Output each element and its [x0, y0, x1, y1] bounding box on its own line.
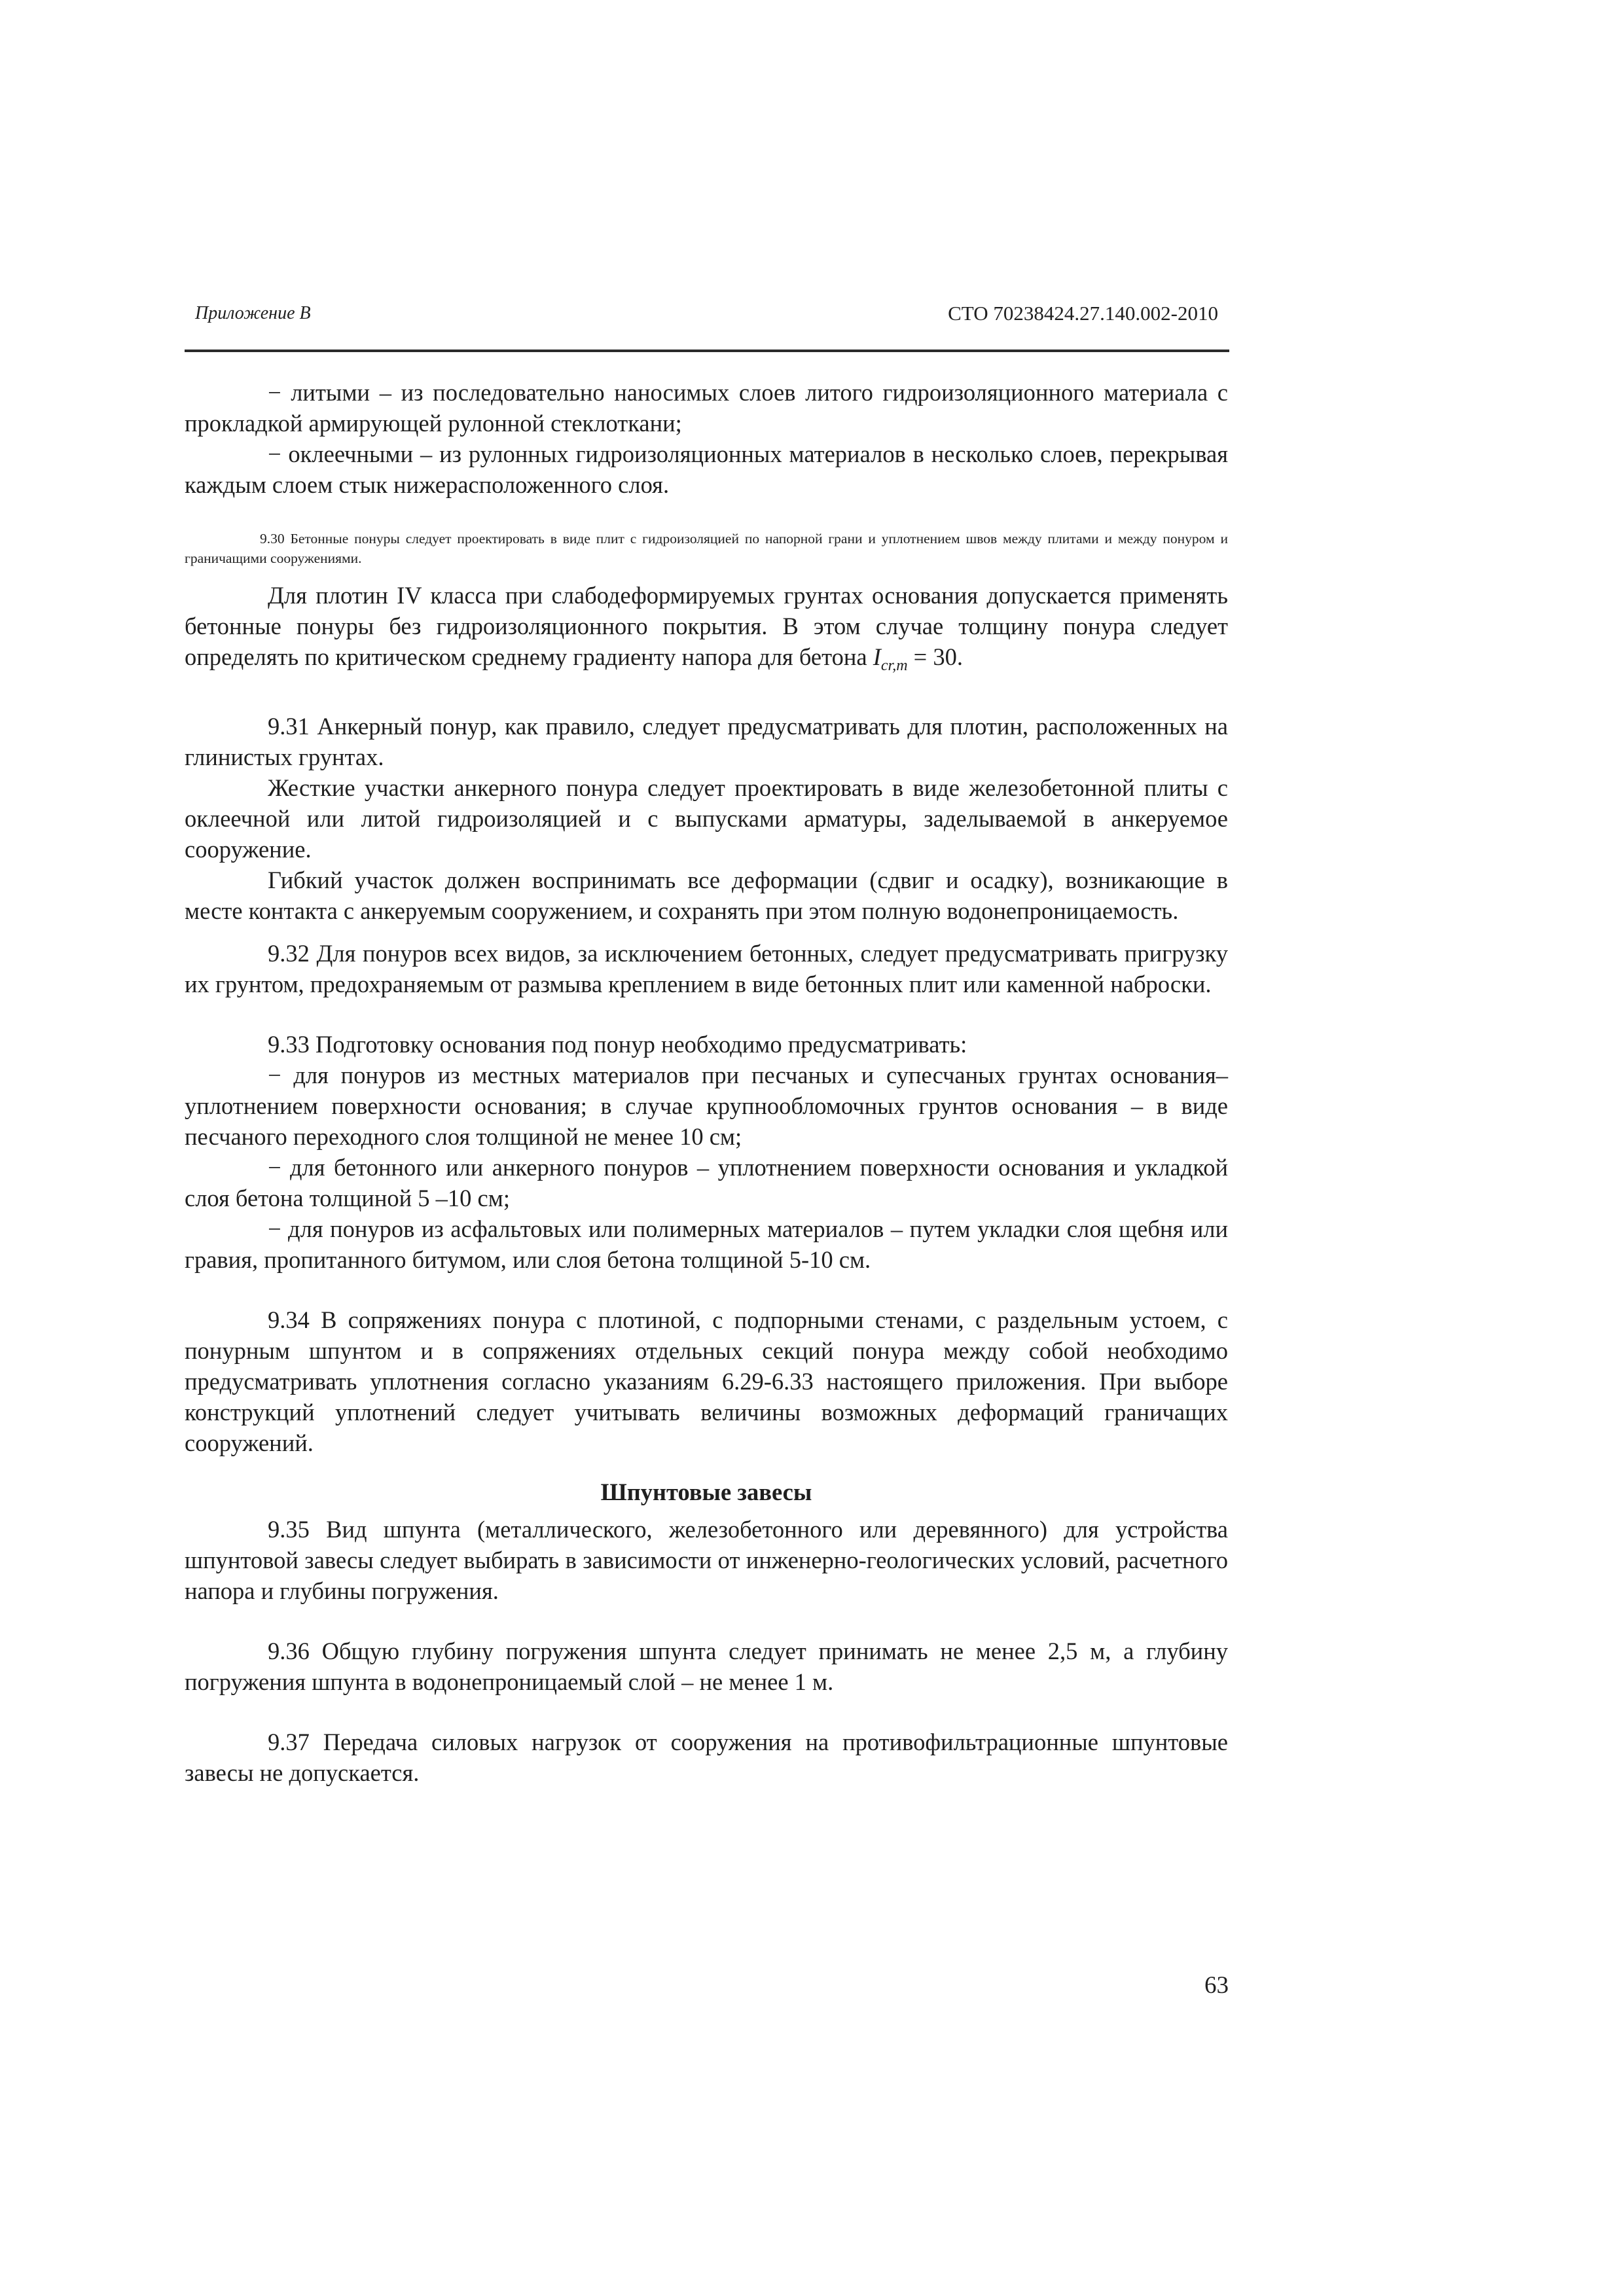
list-item-local-materials: − для понуров из местных материалов при песчаных и супесчаных грунтах основания– уплотнением поверхности основания; в случае крупнообломочных грунтов основания – в виде песчаного переходного слоя толщиной не менее 10 см;	[185, 1062, 1228, 1150]
paragraph-9-37: 9.37 Передача силовых нагрузок от сооружения на противофильтрационные шпунтовые завесы не допускается.	[185, 1729, 1228, 1786]
gradient-subscript: cr,m	[880, 657, 908, 674]
page-header	[185, 298, 1229, 350]
paragraph-9-36: 9.36 Общую глубину погружения шпунта следует принимать не менее 2,5 м, а глубину погружения шпунта в водонепроницаемый слой – не менее 1 м.	[185, 1638, 1228, 1695]
list-item-concrete-anchor: − для бетонного или анкерного понуров – уплотнением поверхности основания и укладкой слоя бетона толщиной 5 –10 см;	[185, 1154, 1228, 1211]
paragraph-class-iv-dams	[185, 580, 1228, 681]
header-divider	[185, 350, 1229, 352]
document-code: СТО 70238424.27.140.002-2010	[948, 302, 1218, 325]
paragraph-9-30: 9.30 Бетонные понуры следует проектировать в виде плит с гидроизоляцией по напорной грани и уплотнением швов между плитами и между понуром и граничащими сооружениями.	[185, 531, 1228, 566]
paragraph-9-35: 9.35 Вид шпунта (металлического, железобетонного или деревянного) для устройства шпунтовой завесы следует выбирать в зависимости от инженерно-геологических условий, расчетного напора и глубины погружения.	[185, 1516, 1228, 1604]
appendix-label: Приложение В	[195, 303, 311, 323]
list-item-asphalt-polymer: − для понуров из асфальтовых или полимерных материалов – путем укладки слоя щебня или гравия, пропитанного битумом, или слоя бетона толщиной 5-10 см.	[185, 1215, 1228, 1273]
paragraph-class-iv-text: Для плотин IV класса при слабодеформируемых грунтах основания допускается применять бетонные понуры без гидроизоляционного покрытия. В этом случае толщину понура следует определять по критическом среднему градиенту напора для бетона	[185, 582, 1228, 670]
document-body	[185, 377, 1228, 1788]
paragraph-9-33: 9.33 Подготовку основания под понур необходимо предусматривать:	[268, 1031, 967, 1058]
page-number: 63	[1204, 1972, 1229, 1999]
paragraph-cast-waterproofing: − литыми – из последовательно наносимых слоев литого гидроизоляционного материала с прокладкой армирующей рулонной стеклоткани;	[185, 379, 1228, 437]
gradient-value: = 30.	[907, 643, 964, 670]
paragraph-9-31: 9.31 Анкерный понур, как правило, следует предусматривать для плотин, расположенных на глинистых грунтах.	[185, 713, 1228, 770]
paragraph-rigid-sections: Жесткие участки анкерного понура следует проектировать в виде железобетонной плиты с оклеечной или литой гидроизоляцией и с выпусками арматуры, заделываемой в анкеруемое сооружение.	[185, 774, 1228, 863]
section-heading: Шпунтовые завесы	[600, 1479, 812, 1505]
paragraph-9-32: 9.32 Для понуров всех видов, за исключением бетонных, следует предусматривать пригрузку их грунтом, предохраняемым от размыва креплением в виде бетонных плит или каменной наброски.	[185, 940, 1228, 997]
gradient-symbol: I	[873, 643, 881, 670]
paragraph-flexible-section: Гибкий участок должен воспринимать все деформации (сдвиг и осадку), возникающие в месте контакта с анкеруемым сооружением, и сохранять при этом полную водонепроницаемость.	[185, 867, 1228, 924]
paragraph-pasted-waterproofing: − оклеечными – из рулонных гидроизоляционных материалов в несколько слоев, перекрывая каждым слоем стык нижерасположенного слоя.	[185, 440, 1228, 498]
paragraph-9-34: 9.34 В сопряжениях понура с плотиной, с подпорными стенами, с раздельным устоем, с понурным шпунтом и в сопряжениях отдельных секций понура между собой необходимо предусматривать уплотнения согласно указаниям 6.29-6.33 настоящего приложения. При выборе конструкций уплотнений следует учитывать величины возможных деформаций граничащих сооружений.	[185, 1306, 1228, 1456]
